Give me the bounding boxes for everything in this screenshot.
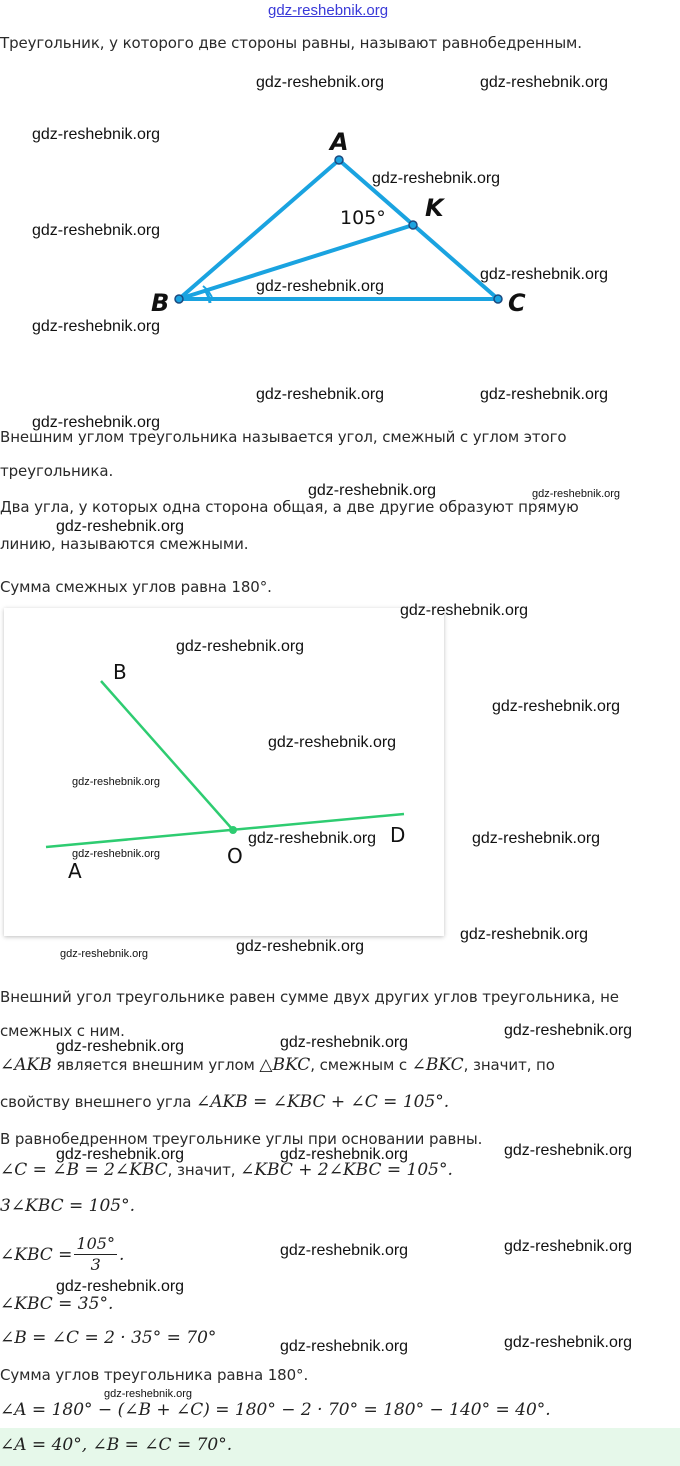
point-c	[494, 295, 502, 303]
sum-adjacent-angles: Сумма смежных углов равна 180°.	[0, 578, 272, 596]
watermark: gdz-reshebnik.org	[280, 1034, 409, 1051]
math-akb: ∠AKB	[0, 1055, 52, 1075]
watermark: gdz-reshebnik.org	[308, 482, 437, 499]
math-c-equals-b: ∠C = ∠B = 2∠KBC	[0, 1160, 168, 1180]
isosceles-base-angles: В равнобедренном треугольнике углы при основании равны.	[0, 1130, 483, 1148]
label-b: B	[151, 289, 170, 317]
solution-line-4: 3∠KBC = 105°.	[0, 1196, 135, 1216]
math-sum-kbc: ∠KBC + 2∠KBC = 105°.	[240, 1160, 453, 1180]
text-so-by: , значит, по	[463, 1056, 555, 1074]
watermark: gdz-reshebnik.org	[280, 1338, 409, 1355]
watermark: gdz-reshebnik.org	[280, 1242, 409, 1259]
fraction-denominator: 3	[90, 1255, 101, 1274]
fraction-numerator: 105°	[76, 1234, 115, 1253]
point-a	[335, 156, 343, 164]
definition-exterior-line1: Внешним углом треугольника называется угол, смежный с углом этого	[0, 428, 567, 446]
solution-line-2	[0, 1092, 449, 1112]
watermark: gdz-reshebnik.org	[472, 830, 601, 847]
watermark: gdz-reshebnik.org	[60, 948, 149, 960]
definition-adjacent-line2: линию, называются смежными.	[0, 535, 249, 553]
watermark: gdz-reshebnik.org	[256, 74, 385, 91]
watermark: gdz-reshebnik.org	[56, 1146, 185, 1163]
label-a: A	[330, 128, 349, 156]
text-exterior-of: является внешним углом	[51, 1056, 260, 1074]
math-akb-equation: ∠AKB = ∠KBC + ∠C = 105°.	[195, 1092, 450, 1112]
watermark: gdz-reshebnik.org	[372, 170, 501, 187]
watermark: gdz-reshebnik.org	[504, 1022, 633, 1039]
sum-triangle-angles: Сумма углов треугольника равна 180°.	[0, 1366, 309, 1384]
definition-adjacent-line1: Два угла, у которых одна сторона общая, а две другие образуют прямую	[0, 498, 579, 516]
watermark: gdz-reshebnik.org	[492, 698, 621, 715]
watermark: gdz-reshebnik.org	[504, 1238, 633, 1255]
point-o	[229, 826, 237, 834]
angle-label-105: 105°	[340, 207, 386, 229]
watermark: gdz-reshebnik.org	[32, 126, 161, 143]
solution-line-8: ∠A = 180° − (∠B + ∠C) = 180° − 2 · 70° = 180° − 140° = 40°.	[0, 1400, 551, 1420]
label-d: D	[390, 823, 406, 847]
watermark: gdz-reshebnik.org	[72, 776, 161, 788]
label-a2: A	[68, 859, 82, 883]
adjacent-angles-figure-box	[4, 608, 444, 936]
point-b	[175, 295, 183, 303]
watermark: gdz-reshebnik.org	[400, 602, 529, 619]
exterior-angle-theorem-line1: Внешний угол треугольнике равен сумме двух других углов треугольника, не	[0, 988, 619, 1006]
watermark: gdz-reshebnik.org	[236, 938, 365, 955]
watermark: gdz-reshebnik.org	[256, 386, 385, 403]
watermark: gdz-reshebnik.org	[256, 278, 385, 295]
text-adjacent-with: , смежным с	[310, 1056, 412, 1074]
watermark: gdz-reshebnik.org	[72, 848, 161, 860]
solution-line-6: ∠KBC = 35°.	[0, 1294, 114, 1314]
watermark: gdz-reshebnik.org	[504, 1334, 633, 1351]
watermark: gdz-reshebnik.org	[280, 1146, 409, 1163]
label-o: O	[227, 844, 243, 868]
definition-exterior-line2: треугольника.	[0, 462, 114, 480]
text-so: , значит,	[167, 1161, 241, 1179]
watermark: gdz-reshebnik.org	[480, 386, 609, 403]
definition-isosceles: Треугольник, у которого две стороны равны, называют равнобедренным.	[0, 34, 582, 52]
fraction	[74, 1234, 117, 1275]
label-b2: B	[113, 660, 127, 684]
watermark: gdz-reshebnik.org	[56, 518, 185, 535]
watermark: gdz-reshebnik.org	[32, 414, 161, 431]
watermark: gdz-reshebnik.org	[460, 926, 589, 943]
site-watermark-top[interactable]: gdz-reshebnik.org	[268, 2, 389, 19]
exterior-angle-theorem-line2: смежных с ним.	[0, 1022, 125, 1040]
point-k	[409, 221, 417, 229]
watermark: gdz-reshebnik.org	[176, 638, 305, 655]
watermark: gdz-reshebnik.org	[56, 1278, 185, 1295]
solution-line-1	[0, 1055, 555, 1075]
watermark: gdz-reshebnik.org	[480, 74, 609, 91]
ray-ob	[101, 681, 233, 830]
watermark: gdz-reshebnik.org	[32, 222, 161, 239]
text-exterior-property: свойству внешнего угла	[0, 1093, 196, 1111]
watermark: gdz-reshebnik.org	[532, 488, 621, 500]
math-bkc: ∠BKC	[411, 1055, 464, 1075]
math-triangle-bkc: △BKC	[259, 1055, 311, 1075]
watermark: gdz-reshebnik.org	[104, 1388, 193, 1400]
watermark: gdz-reshebnik.org	[56, 1038, 185, 1055]
answer: ∠A = 40°, ∠B = ∠C = 70°.	[0, 1435, 233, 1455]
watermark: gdz-reshebnik.org	[268, 734, 397, 751]
label-k: K	[425, 194, 444, 222]
solution-line-5	[0, 1234, 124, 1275]
label-c: C	[508, 289, 526, 317]
math-kbc-eq: ∠KBC =	[0, 1244, 73, 1265]
watermark: gdz-reshebnik.org	[504, 1142, 633, 1159]
watermark: gdz-reshebnik.org	[480, 266, 609, 283]
fraction-period: .	[118, 1244, 125, 1265]
watermark: gdz-reshebnik.org	[32, 318, 161, 335]
solution-line-7: ∠B = ∠C = 2 · 35° = 70°	[0, 1328, 217, 1348]
adjacent-angles-figure	[4, 608, 444, 936]
watermark: gdz-reshebnik.org	[248, 830, 377, 847]
